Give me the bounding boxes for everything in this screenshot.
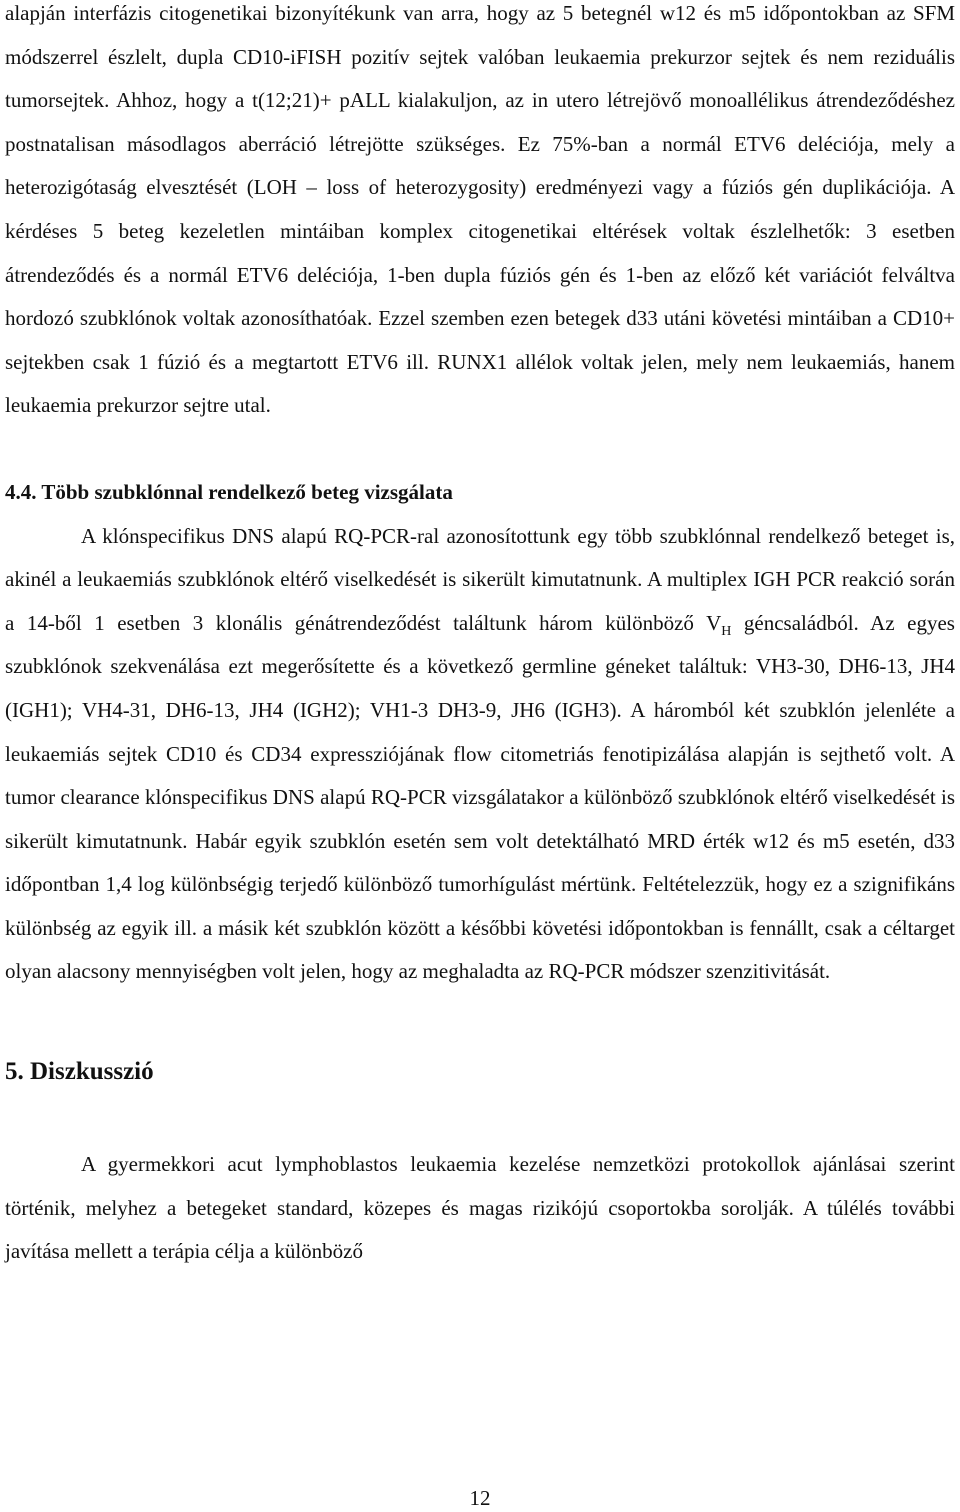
section-number: 5. (5, 1058, 24, 1086)
page-number: 12 (469, 1486, 491, 1510)
subscript-h: H (721, 623, 732, 639)
section-heading-4-4 (5, 471, 955, 515)
section-number: 4.4. (5, 479, 37, 504)
section-heading-5 (5, 1052, 955, 1092)
body-paragraph: A gyermekkori acut lymphoblastos leukaemia kezelése nemzetközi protokollok ajánlásai szerint történik, melyhez a betegeket standard, közepes és magas rizikójú csoportokba sorolják. A túlélés további javítása mellett a terápia célja a különböző (5, 1152, 955, 1264)
body-paragraph: alapján interfázis citogenetikai bizonyítékunk van arra, hogy az 5 betegnél w12 és m5 időpontokban az SFM módszerrel észlelt, dupla CD10-iFISH pozitív sejtek valóban leukaemia prekurzor sejtek és nem reziduális tumorsejtek. Ahhoz, hogy a t(12;21)+ pALL kialakuljon, az in utero létrejövő monoallélikus átrendeződéshez postnatalisan másodlagos aberráció létrejötte szükséges. Ez 75%-ban a normál ETV6 deléciója, mely a heterozigótaság elvesztését (LOH – loss of heterozygosity) eredményezi vagy a fúziós gén duplikációja. A kérdéses 5 beteg kezeletlen mintáiban komplex citogenetikai eltérések voltak észlelhetők: 3 esetben átrendeződés és a normál ETV6 deléciója, 1-ben dupla fúziós gén és 1-ben az előző két variációt felváltva hordozó szubklónok voltak azonosíthatóak. Ezzel szemben ezen betegek d33 utáni követési mintáiban a CD10+ sejtekben csak 1 fúzió és a megtartott ETV6 ill. RUNX1 allélok voltak jelen, mely nem leukaemiás, hanem leukaemia prekurzor sejtre utal. (5, 1, 955, 418)
document-page (5, 0, 955, 1274)
paragraph-text: A klónspecifikus DNS alapú RQ-PCR-ral azonosítottunk egy több szubklónnal rendelkező beteget is, akinél a leukaemiás szubklónok eltérő viselkedését is sikerült kimutatnunk. A multiplex IGH PCR reakció során a 14-ből 1 esetben 3 klonális génátrendeződést találtunk három különböző V (5, 523, 955, 635)
section-title: Több szubklónnal rendelkező beteg vizsgálata (41, 479, 453, 504)
section-title: Diszkusszió (30, 1058, 154, 1086)
body-paragraph (5, 515, 955, 995)
paragraph-text: géncsaládból. Az egyes szubklónok szekvenálása ezt megerősítette és a következő germline géneket találtuk: VH3-30, DH6-13, JH4 (IGH1); VH4-31, DH6-13, JH4 (IGH2); VH1-3 DH3-9, JH6 (IGH3). A háromból két szubklón jelenléte a leukaemiás sejtek CD10 és CD34 expressziójának flow citometriás fenotipizálása alapján is sejthető volt. A tumor clearance klónspecifikus DNS alapú RQ-PCR vizsgálatakor a különböző szubklónok eltérő viselkedését is sikerült kimutatnunk. Habár egyik szubklón esetén sem volt detektálható MRD érték w12 és m5 esetén, d33 időpontban 1,4 log különbségig terjedő különböző tumorhígulást mértünk. Feltételezzük, hogy ez a szignifikáns különbség az egyik ill. a másik két szubklón között a későbbi követési időpontokban is fennállt, csak a céltarget olyan alacsony mennyiségben volt jelen, hogy az meghaladta az RQ-PCR módszer szenzitivitását. (5, 610, 955, 984)
